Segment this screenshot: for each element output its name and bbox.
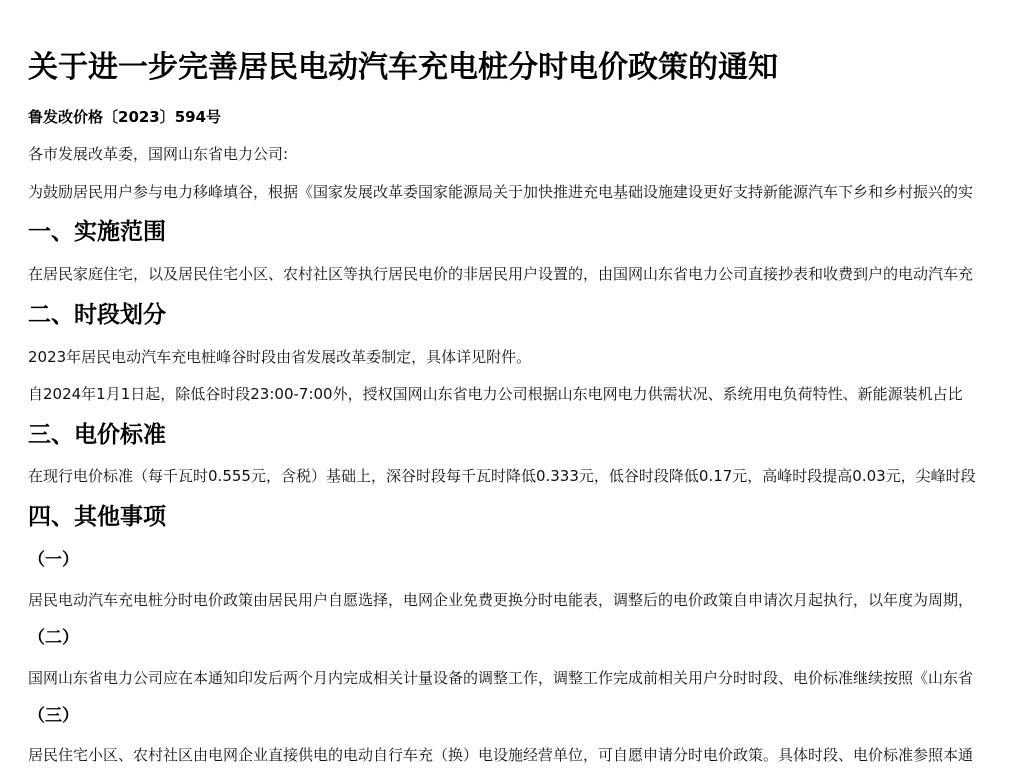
section-time-paragraph-1: 2023年居民电动汽车充电桩峰谷时段由省发展改革委制定，具体详见附件。 — [28, 348, 532, 366]
section-heading-time-periods: 二、时段划分 — [28, 302, 166, 328]
page-title: 关于进一步完善居民电动汽车充电桩分时电价政策的通知 — [28, 50, 778, 85]
section-price-paragraph: 在现行电价标准（每千瓦时0.555元，含税）基础上，深谷时段每千瓦时降低0.333元，低谷时段降低0.17元，高峰时段提高0.03元，尖峰时段 — [28, 467, 976, 485]
section-heading-other-matters: 四、其他事项 — [28, 504, 166, 530]
subsection-paragraph-1: 居民电动汽车充电桩分时电价政策由居民用户自愿选择，电网企业免费更换分时电能表，调整后的电价政策自申请次月起执行，以年度为周期， — [28, 591, 974, 609]
subsection-heading-1: （一） — [28, 550, 79, 570]
section-heading-scope: 一、实施范围 — [28, 219, 166, 245]
section-scope-paragraph: 在居民家庭住宅，以及居民住宅小区、农村社区等执行居民电价的非居民用户设置的，由国网山东省电力公司直接抄表和收费到户的电动汽车充 — [28, 265, 974, 283]
intro-paragraph: 为鼓励居民用户参与电力移峰填谷，根据《国家发展改革委国家能源局关于加快推进充电基础设施建设更好支持新能源汽车下乡和乡村振兴的实 — [28, 183, 974, 201]
document-number: 鲁发改价格〔2023〕594号 — [28, 108, 222, 126]
addressee-line: 各市发展改革委，国网山东省电力公司: — [28, 145, 289, 163]
section-time-paragraph-2: 自2024年1月1日起，除低谷时段23:00-7:00外，授权国网山东省电力公司根据山东电网电力供需状况、系统用电负荷特性、新能源装机占比 — [28, 385, 963, 403]
section-heading-price-standard: 三、电价标准 — [28, 422, 166, 448]
subsection-heading-3: （三） — [28, 706, 79, 726]
subsection-paragraph-3: 居民住宅小区、农村社区由电网企业直接供电的电动自行车充（换）电设施经营单位，可自愿申请分时电价政策。具体时段、电价标准参照本通 — [28, 746, 974, 764]
subsection-paragraph-2: 国网山东省电力公司应在本通知印发后两个月内完成相关计量设备的调整工作，调整工作完成前相关用户分时时段、电价标准继续按照《山东省 — [28, 669, 974, 687]
subsection-heading-2: （二） — [28, 628, 79, 648]
